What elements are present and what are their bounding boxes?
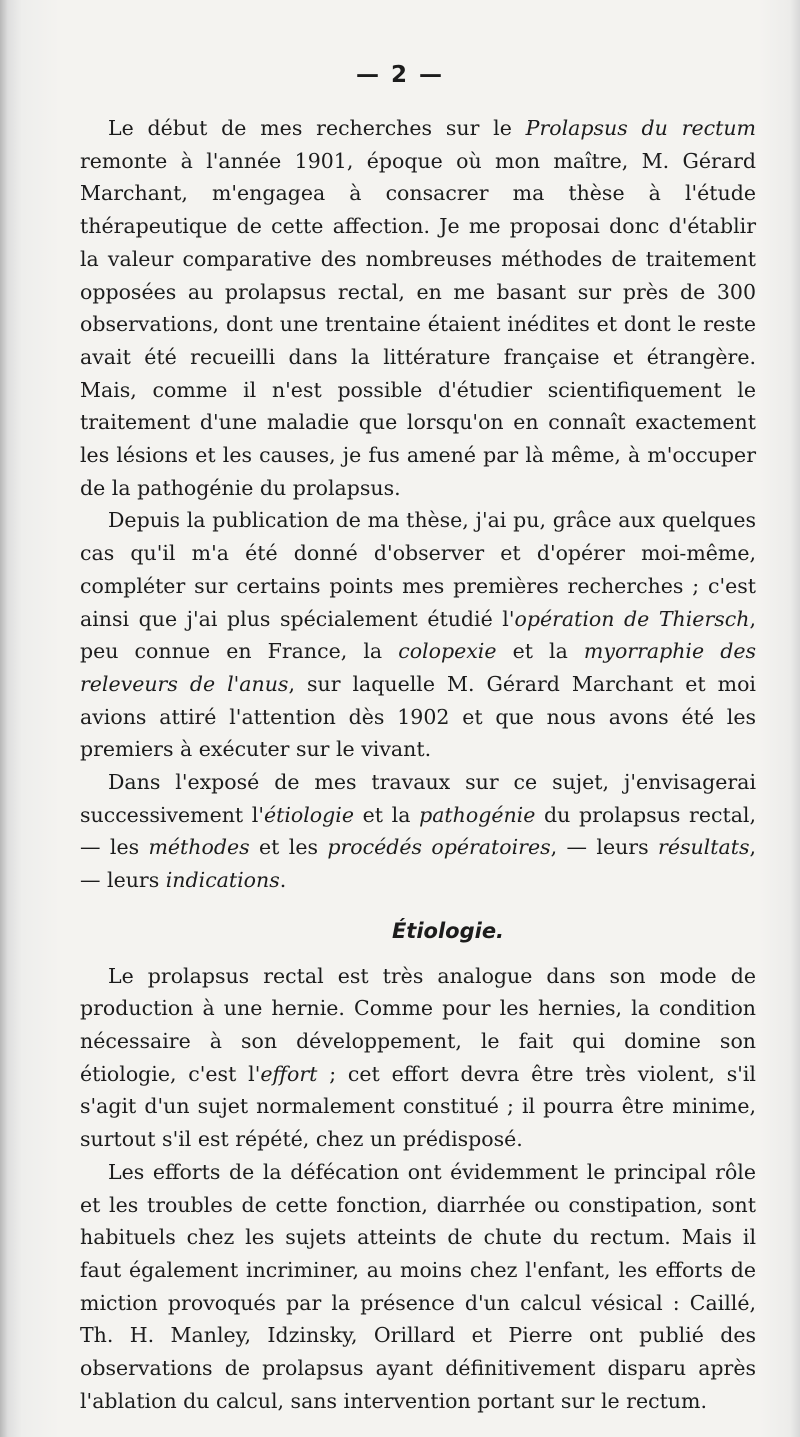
paragraph-5: Les efforts de la défécation ont évidemment le principal rôle et les troubles de cette fonction, diarrhée ou constipation, sont habituels chez les sujets atteints de chute du rectum. Mais il faut également incriminer, au moins chez l'enfant, les efforts de miction provoqués par la présence d'un calcul vésical : Caillé, Th. H. Manley, Idzinsky, Orillard et Pierre ont publié des observations de prolapsus ayant définitivement disparu après l'ablation du calcul, sans intervention portant sur le rectum. — [80, 1159, 756, 1413]
document-body — [80, 112, 756, 1417]
paragraph-4: Le prolapsus rectal est très analogue dans son mode de production à une hernie. Comme pour les hernies, la condition nécessaire à son développement, le fait qui domine son étiologie, c'est l'effort ; cet effort devra être très violent, s'il s'agit d'un sujet normalement constitué ; il pourra être minime, surtout s'il est répété, chez un prédisposé. — [80, 963, 756, 1152]
paragraph-1: Le début de mes recherches sur le Prolapsus du rectum remonte à l'année 1901, époque où mon maître, M. Gérard Marchant, m'engagea à consacrer ma thèse à l'étude thérapeutique de cette affection. Je me proposai donc d'établir la valeur comparative des nombreuses méthodes de traitement opposées au prolapsus rectal, en me basant sur près de 300 observations, dont une trentaine étaient inédites et dont le reste avait été recueilli dans la littérature française et étrangère. Mais, comme il n'est possible d'étudier scientifiquement le traitement d'une maladie que lorsqu'on en connaît exactement les lésions et les causes, je fus amené par là même, à m'occuper de la pathogénie du prolapsus. — [80, 116, 756, 500]
page-number: — 2 — — [355, 62, 445, 88]
section-heading: Étiologie. — [391, 918, 505, 943]
paragraph-3: Dans l'exposé de mes travaux sur ce sujet, j'envisagerai successivement l'étiologie et la pathogénie du prolapsus rectal, — les méthodes et les procédés opératoires, — leurs résultats, — leurs indications. — [80, 770, 756, 893]
paragraph-2: Depuis la publication de ma thèse, j'ai pu, grâce aux quelques cas qu'il m'a été donné d'observer et d'opérer moi-même, compléter sur certains points mes premières recherches ; c'est ainsi que j'ai plus spécialement étudié l'opération de Thiersch, peu connue en France, la colopexie et la myorraphie des releveurs de l'anus, sur laquelle M. Gérard Marchant et moi avions attiré l'attention dès 1902 et que nous avons été les premiers à exécuter sur le vivant. — [80, 508, 756, 762]
